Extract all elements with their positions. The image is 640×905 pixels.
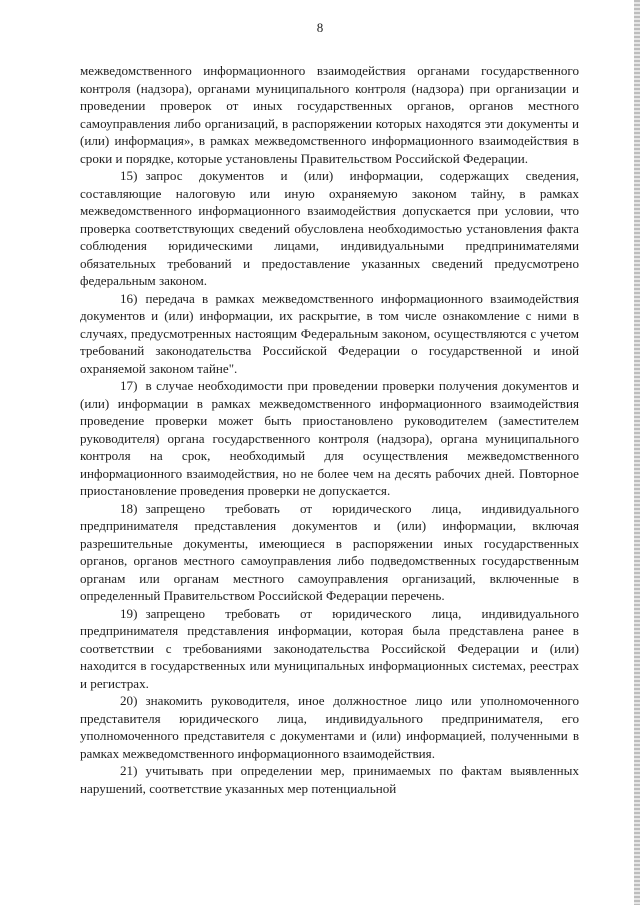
item-text: запрещено требовать от юридического лица, индивидуального предпринимателя представления информации, которая была представлена ранее в соответствии с требованиями законодательства Российской Федерации и (или) находится в государственных или муниципальных информационных системах, реестрах и регистрах. [80,605,579,691]
list-item [80,692,579,762]
list-item [80,290,579,378]
item-text: запрещено требовать от юридического лица, индивидуального предпринимателя представления документов и (или) информации, включая разрешительные документы, имеющиеся в распоряжении иных государственных органов, органов местного самоуправления либо подведомственных государственным органам или органам местного самоуправления организаций, включенные в определенный Правительством Российской Федерации перечень. [80,500,579,603]
item-number: 16) [120,290,138,306]
list-item [80,605,579,693]
item-text: в случае необходимости при проведении проверки получения документов и (или) информации в рамках межведомственного информационного взаимодействия проведение проверки может быть приостановлено руководителем (заместителем руководителя) органа государственного контроля (надзора), органа муниципального контроля на срок, необходимый для осуществления межведомственного информационного взаимодействия, но не более чем на десять рабочих дней. Повторное приостановление проведения проверки не допускается. [80,378,579,498]
scan-edge-strip [634,0,640,905]
list-item [80,377,579,500]
document-body [80,62,579,797]
item-number: 21) [120,763,138,778]
page-number: 8 [316,20,324,35]
continuation-paragraph: межведомственного информационного взаимодействия органами государственного контроля (надзора), органами муниципального контроля (надзора) при организации и проведении проверок от иных государственных органов, органов местного самоуправления либо организаций, в распоряжении которых находятся эти документы и (или) информация», в рамках межведомственного информационного взаимодействия в сроки и порядке, которые установлены Правительством Российской Федерации. [80,63,579,166]
item-number: 17) [120,378,138,393]
list-item [80,762,579,797]
item-text: передача в рамках межведомственного информационного взаимодействия документов и (или) информации, их раскрытие, в том числе ознакомление с ними в случаях, предусмотренных настоящим Федеральным законом, осуществляются с учетом требований законодательства Российской Федерации о государственной и иной охраняемой законом тайне". [80,290,579,376]
list-item [80,500,579,605]
item-number: 20) [120,693,138,708]
list-item [80,167,579,290]
item-text: знакомить руководителя, иное должностное лицо или уполномоченного представителя юридического лица, индивидуального предпринимателя, его уполномоченного представителя с документами и (или) информацией, полученными в рамках межведомственного информационного взаимодействия. [80,693,579,761]
item-number: 19) [120,605,138,621]
item-text: запрос документов и (или) информации, содержащих сведения, составляющие налоговую или иную охраняемую законом тайну, в рамках межведомственного информационного взаимодействия допускается при условии, что проверка соответствующих сведений обусловлена необходимостью установления факта соблюдения юридическими лицами, индивидуальными предпринимателями обязательных требований и предоставление указанных сведений предусмотрено федеральным законом. [80,168,579,288]
item-text: учитывать при определении мер, принимаемых по фактам выявленных нарушений, соответствие указанных мер потенциальной [80,763,579,796]
item-number: 18) [120,500,138,516]
item-number: 15) [120,168,138,183]
